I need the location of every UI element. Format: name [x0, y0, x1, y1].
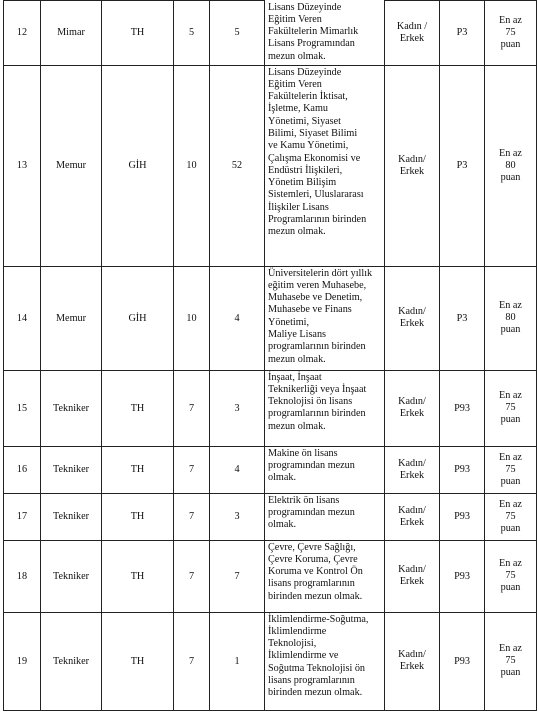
- title-value: Memur: [56, 312, 86, 324]
- degree-cell: [174, 446, 210, 493]
- kpss-value: P93: [454, 511, 470, 522]
- degree-cell: [174, 493, 210, 540]
- education-line: Lisans Düzeyinde: [268, 66, 342, 78]
- education-line: İklimlendirme-Soğutma,: [268, 613, 369, 625]
- education-line: programlarının birinden: [268, 341, 366, 353]
- education-line: Lisans Programından: [268, 38, 355, 50]
- education-line: Teknikerliği veya İnşaat: [268, 383, 367, 395]
- score-line: puan: [500, 414, 521, 425]
- degree-cell: [174, 370, 210, 446]
- education-line: mezun olmak.: [268, 226, 326, 238]
- min-score-cell: [485, 612, 537, 710]
- education-line: İklimlendirme ve: [268, 650, 339, 662]
- education-line: eğitim veren Muhasebe,: [268, 279, 367, 291]
- gender-line: Erkek: [399, 165, 425, 177]
- staff-requirements-table: [3, 0, 537, 711]
- kpss-value: P93: [454, 402, 470, 414]
- title-value: Memur: [56, 160, 86, 171]
- count-value: 5: [234, 27, 240, 39]
- row-number-cell: [4, 370, 41, 446]
- kpss-value: P3: [456, 27, 468, 39]
- position-title-cell: [41, 540, 102, 612]
- education-line: Muhasebe ve Finans: [268, 304, 352, 316]
- title-value: Tekniker: [52, 655, 90, 667]
- no-value: 14: [16, 312, 28, 324]
- position-count-cell: [210, 370, 265, 446]
- education-line: Bilimi, Siyaset Bilimi: [268, 127, 358, 139]
- table-row: [4, 65, 537, 266]
- class-value: GİH: [128, 160, 147, 171]
- no-value: 16: [16, 464, 28, 475]
- degree-value: 10: [186, 160, 197, 171]
- class-cell: [102, 493, 174, 540]
- education-line: Çevre, Çevre Sağlığı,: [268, 541, 356, 553]
- kpss-type-cell: [440, 446, 485, 493]
- kpss-type-cell: [440, 540, 485, 612]
- score-line: puan: [500, 171, 521, 183]
- kpss-type-cell: [440, 612, 485, 710]
- count-value: 1: [234, 655, 240, 667]
- gender-cell: [385, 1, 440, 66]
- count-value: 3: [234, 511, 240, 522]
- education-line: Fakültelerin İktisat,: [268, 91, 348, 103]
- score-line: En az: [499, 390, 522, 401]
- education-line: İşletme, Kamu: [268, 103, 328, 115]
- education-requirement-cell: [265, 65, 385, 266]
- class-value: TH: [130, 570, 145, 582]
- degree-cell: [174, 540, 210, 612]
- education-line: Eğitim Veren: [268, 78, 322, 90]
- position-count-cell: [210, 540, 265, 612]
- title-value: Mimar: [57, 27, 85, 39]
- row-number-cell: [4, 65, 41, 266]
- degree-cell: [174, 1, 210, 66]
- score-line: En az: [499, 643, 522, 654]
- class-value: TH: [130, 27, 145, 39]
- class-value: TH: [130, 511, 145, 522]
- no-value: 12: [16, 27, 28, 39]
- no-value: 13: [16, 160, 28, 171]
- education-line: Koruma ve Kontrol Ön: [268, 566, 363, 578]
- kpss-type-cell: [440, 1, 485, 66]
- gender-cell: [385, 493, 440, 540]
- education-requirement-cell: [265, 612, 385, 710]
- score-line: puan: [500, 522, 521, 534]
- gender-line: Kadın/: [398, 649, 426, 660]
- score-line: 75: [505, 655, 516, 666]
- no-value: 17: [16, 511, 28, 522]
- education-requirement-cell: [265, 540, 385, 612]
- gender-line: Kadın/: [398, 306, 426, 317]
- score-line: 75: [505, 570, 516, 581]
- education-line: Lisans Düzeyinde: [268, 1, 342, 13]
- education-line: İklimlendirme: [268, 625, 327, 637]
- gender-line: Kadın/: [398, 457, 426, 469]
- score-line: 75: [505, 26, 516, 38]
- degree-value: 7: [188, 402, 195, 414]
- gender-line: Erkek: [399, 318, 425, 329]
- position-title-cell: [41, 65, 102, 266]
- gender-line: Erkek: [399, 408, 425, 419]
- position-title-cell: [41, 493, 102, 540]
- education-line: Yönetimi, Siyaset: [268, 115, 342, 127]
- class-cell: [102, 540, 174, 612]
- score-line: En az: [499, 300, 522, 311]
- education-line: Eğitim Veren: [268, 13, 322, 25]
- min-score-cell: [485, 446, 537, 493]
- degree-cell: [174, 612, 210, 710]
- class-cell: [102, 612, 174, 710]
- title-value: Tekniker: [52, 511, 90, 522]
- gender-line: Erkek: [399, 32, 425, 44]
- row-number-cell: [4, 266, 41, 370]
- kpss-value: P3: [456, 160, 468, 171]
- title-value: Tekniker: [52, 402, 90, 414]
- education-line: lisans programlarının: [268, 674, 355, 686]
- min-score-cell: [485, 65, 537, 266]
- position-title-cell: [41, 266, 102, 370]
- education-line: Endüstri İlişkileri,: [268, 164, 343, 176]
- gender-cell: [385, 540, 440, 612]
- table-body: [4, 1, 537, 711]
- kpss-type-cell: [440, 493, 485, 540]
- position-title-cell: [41, 612, 102, 710]
- score-line: 75: [505, 510, 516, 522]
- education-line: Programlarının birinden: [268, 214, 367, 226]
- education-line: programlarının birinden: [268, 408, 366, 420]
- kpss-type-cell: [440, 370, 485, 446]
- min-score-cell: [485, 266, 537, 370]
- degree-value: 5: [188, 27, 195, 39]
- gender-line: Kadın/: [398, 564, 426, 575]
- table-row: [4, 612, 537, 710]
- education-line: mezun olmak.: [268, 353, 326, 365]
- degree-value: 7: [188, 464, 195, 475]
- education-line: Muhasebe ve Denetim,: [268, 292, 363, 304]
- min-score-cell: [485, 370, 537, 446]
- table-row: [4, 446, 537, 493]
- education-line: Fakültelerin Mimarlık: [268, 26, 359, 38]
- education-line: olmak.: [268, 472, 297, 484]
- score-line: 80: [505, 159, 516, 171]
- score-line: 80: [505, 312, 516, 323]
- row-number-cell: [4, 1, 41, 66]
- gender-cell: [385, 612, 440, 710]
- gender-cell: [385, 65, 440, 266]
- score-line: En az: [499, 498, 522, 510]
- gender-line: Kadın /: [396, 20, 428, 32]
- class-value: GİH: [128, 312, 147, 324]
- education-line: birinden mezun olmak.: [268, 590, 363, 602]
- count-value: 7: [234, 570, 240, 582]
- position-count-cell: [210, 446, 265, 493]
- class-value: TH: [130, 402, 145, 414]
- kpss-value: P93: [454, 464, 470, 475]
- no-value: 18: [16, 570, 28, 582]
- education-requirement-cell: [265, 493, 385, 540]
- min-score-cell: [485, 1, 537, 66]
- education-line: programından mezun: [268, 459, 355, 471]
- score-line: En az: [499, 14, 522, 26]
- row-number-cell: [4, 446, 41, 493]
- kpss-value: P3: [456, 312, 468, 324]
- education-line: olmak.: [268, 519, 297, 531]
- score-line: En az: [499, 558, 522, 569]
- education-line: Yönetimi,: [268, 316, 310, 328]
- title-value: Tekniker: [52, 570, 90, 582]
- gender-cell: [385, 266, 440, 370]
- position-count-cell: [210, 266, 265, 370]
- degree-cell: [174, 65, 210, 266]
- education-line: Makine ön lisans: [268, 447, 338, 459]
- kpss-type-cell: [440, 65, 485, 266]
- education-line: ve Kamu Yönetimi,: [268, 140, 349, 152]
- education-line: Çalışma Ekonomisi ve: [268, 152, 361, 164]
- count-value: 52: [231, 160, 243, 171]
- class-value: TH: [130, 464, 145, 475]
- education-line: programından mezun: [268, 506, 355, 518]
- class-cell: [102, 370, 174, 446]
- position-title-cell: [41, 370, 102, 446]
- table-row: [4, 540, 537, 612]
- gender-cell: [385, 446, 440, 493]
- position-count-cell: [210, 65, 265, 266]
- position-count-cell: [210, 493, 265, 540]
- position-title-cell: [41, 1, 102, 66]
- gender-line: Kadın/: [398, 153, 426, 165]
- class-cell: [102, 446, 174, 493]
- kpss-type-cell: [440, 266, 485, 370]
- education-line: Çevre Koruma, Çevre: [268, 553, 358, 565]
- class-cell: [102, 266, 174, 370]
- education-line: Sistemleri, Uluslararası: [268, 189, 364, 201]
- table-row: [4, 266, 537, 370]
- position-count-cell: [210, 612, 265, 710]
- no-value: 15: [16, 402, 28, 414]
- class-value: TH: [130, 655, 145, 667]
- class-cell: [102, 65, 174, 266]
- gender-line: Erkek: [399, 576, 425, 587]
- education-requirement-cell: [265, 370, 385, 446]
- education-line: Üniversitelerin dört yıllık: [268, 267, 373, 279]
- education-line: mezun olmak.: [268, 420, 326, 432]
- row-number-cell: [4, 540, 41, 612]
- gender-line: Erkek: [399, 661, 425, 672]
- gender-line: Erkek: [399, 469, 425, 481]
- education-requirement-cell: [265, 1, 385, 66]
- education-line: lisans programlarının: [268, 578, 355, 590]
- gender-line: Kadın/: [398, 504, 426, 516]
- score-line: puan: [500, 324, 521, 335]
- degree-cell: [174, 266, 210, 370]
- score-line: puan: [500, 475, 521, 487]
- min-score-cell: [485, 540, 537, 612]
- position-title-cell: [41, 446, 102, 493]
- score-line: En az: [499, 147, 522, 159]
- education-line: Maliye Lisans: [268, 328, 327, 340]
- education-line: Soğutma Teknolojisi ön: [268, 662, 366, 674]
- count-value: 3: [234, 402, 240, 414]
- position-count-cell: [210, 1, 265, 66]
- score-line: puan: [500, 38, 521, 50]
- education-line: mezun olmak.: [268, 50, 326, 62]
- score-line: En az: [499, 451, 522, 463]
- education-line: Teknolojisi ön lisans: [268, 396, 353, 408]
- table-row: [4, 1, 537, 66]
- education-line: İnşaat, İnşaat: [268, 371, 322, 383]
- kpss-value: P93: [454, 570, 470, 582]
- education-line: Yönetim Bilişim: [268, 177, 337, 189]
- score-line: 75: [505, 402, 516, 413]
- education-requirement-cell: [265, 446, 385, 493]
- title-value: Tekniker: [52, 464, 90, 475]
- degree-value: 7: [188, 511, 195, 522]
- gender-cell: [385, 370, 440, 446]
- score-line: 75: [505, 463, 516, 475]
- education-line: İlişkiler Lisans: [268, 201, 329, 213]
- class-cell: [102, 1, 174, 66]
- count-value: 4: [234, 464, 240, 475]
- table-row: [4, 370, 537, 446]
- education-line: birinden mezun olmak.: [268, 687, 363, 699]
- degree-value: 10: [186, 312, 197, 324]
- min-score-cell: [485, 493, 537, 540]
- gender-line: Kadın/: [398, 396, 426, 407]
- education-requirement-cell: [265, 266, 385, 370]
- score-line: puan: [500, 667, 521, 678]
- gender-line: Erkek: [399, 516, 425, 528]
- no-value: 19: [16, 655, 28, 667]
- count-value: 4: [234, 312, 240, 324]
- row-number-cell: [4, 493, 41, 540]
- degree-value: 7: [188, 655, 195, 667]
- table-row: [4, 493, 537, 540]
- degree-value: 7: [188, 570, 195, 582]
- education-line: Teknolojisi,: [268, 638, 317, 650]
- row-number-cell: [4, 612, 41, 710]
- kpss-value: P93: [454, 655, 470, 667]
- score-line: puan: [500, 582, 521, 593]
- education-line: Elektrik ön lisans: [268, 494, 340, 506]
